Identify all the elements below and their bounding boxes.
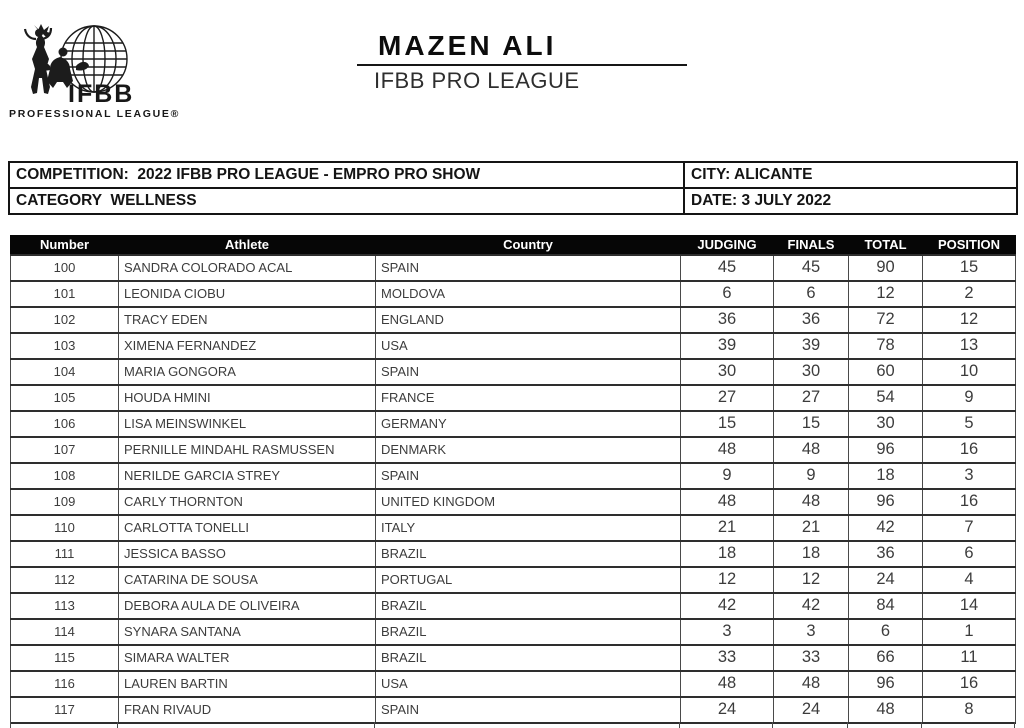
column-header-total: TOTAL xyxy=(849,236,923,255)
cell-judging: 42 xyxy=(681,593,774,619)
cutoff-row-stub xyxy=(10,722,1015,728)
table-row xyxy=(11,281,1016,307)
cell-total: 12 xyxy=(849,281,923,307)
cell-finals: 24 xyxy=(774,697,849,723)
cell-finals: 48 xyxy=(774,489,849,515)
cell-athlete: PERNILLE MINDAHL RASMUSSEN xyxy=(119,437,376,463)
cell-athlete: CARLY THORNTON xyxy=(119,489,376,515)
page-title: MAZEN ALI xyxy=(378,30,557,61)
cell-position: 1 xyxy=(923,619,1016,645)
cell-judging: 33 xyxy=(681,645,774,671)
cell-number: 116 xyxy=(11,671,119,697)
cell-total: 90 xyxy=(849,255,923,281)
cell-athlete: FRAN RIVAUD xyxy=(119,697,376,723)
table-row xyxy=(11,593,1016,619)
female-figure-icon xyxy=(25,24,51,94)
cell-number: 113 xyxy=(11,593,119,619)
cell-country: SPAIN xyxy=(376,255,681,281)
cell-finals: 42 xyxy=(774,593,849,619)
category-cell: CATEGORY WELLNESS xyxy=(9,188,684,214)
cell-position: 9 xyxy=(923,385,1016,411)
table-row xyxy=(11,463,1016,489)
cell-total: 48 xyxy=(849,697,923,723)
cell-total: 30 xyxy=(849,411,923,437)
city-cell: CITY: ALICANTE xyxy=(684,162,1017,188)
cell-total: 96 xyxy=(849,489,923,515)
cell-total: 72 xyxy=(849,307,923,333)
cell-position: 3 xyxy=(923,463,1016,489)
logo-wordmark: IFBB xyxy=(68,80,135,108)
table-row xyxy=(11,255,1016,281)
date-cell: DATE: 3 JULY 2022 xyxy=(684,188,1017,214)
page-subtitle: IFBB PRO LEAGUE xyxy=(374,68,580,94)
cell-judging: 30 xyxy=(681,359,774,385)
cell-position: 16 xyxy=(923,489,1016,515)
cell-finals: 9 xyxy=(774,463,849,489)
cell-judging: 18 xyxy=(681,541,774,567)
cell-position: 16 xyxy=(923,437,1016,463)
cell-athlete: JESSICA BASSO xyxy=(119,541,376,567)
cell-country: BRAZIL xyxy=(376,541,681,567)
cell-country: DENMARK xyxy=(376,437,681,463)
cell-position: 8 xyxy=(923,697,1016,723)
cell-number: 105 xyxy=(11,385,119,411)
cell-judging: 27 xyxy=(681,385,774,411)
cell-athlete: HOUDA HMINI xyxy=(119,385,376,411)
cell-position: 16 xyxy=(923,671,1016,697)
cell-number: 100 xyxy=(11,255,119,281)
cell-judging: 24 xyxy=(681,697,774,723)
cell-total: 96 xyxy=(849,671,923,697)
cell-country: GERMANY xyxy=(376,411,681,437)
cell-number: 112 xyxy=(11,567,119,593)
stub-cell xyxy=(848,722,922,728)
cell-finals: 48 xyxy=(774,671,849,697)
cell-total: 36 xyxy=(849,541,923,567)
ifbb-logo xyxy=(8,22,181,122)
cell-judging: 12 xyxy=(681,567,774,593)
cell-finals: 48 xyxy=(774,437,849,463)
cell-finals: 39 xyxy=(774,333,849,359)
cell-total: 42 xyxy=(849,515,923,541)
cell-position: 10 xyxy=(923,359,1016,385)
table-row xyxy=(11,437,1016,463)
stub-cell xyxy=(680,722,773,728)
cell-number: 106 xyxy=(11,411,119,437)
column-header-finals: FINALS xyxy=(774,236,849,255)
cell-country: ENGLAND xyxy=(376,307,681,333)
column-header-position: POSITION xyxy=(923,236,1016,255)
cell-country: USA xyxy=(376,333,681,359)
results-header-row xyxy=(11,236,1016,255)
cell-finals: 45 xyxy=(774,255,849,281)
column-header-country: Country xyxy=(376,236,681,255)
cell-athlete: SYNARA SANTANA xyxy=(119,619,376,645)
logo-tagline: PROFESSIONAL LEAGUE® xyxy=(9,108,181,120)
cell-position: 14 xyxy=(923,593,1016,619)
cell-judging: 3 xyxy=(681,619,774,645)
cell-number: 107 xyxy=(11,437,119,463)
cell-country: USA xyxy=(376,671,681,697)
cell-finals: 21 xyxy=(774,515,849,541)
cell-finals: 27 xyxy=(774,385,849,411)
cell-athlete: DEBORA AULA DE OLIVEIRA xyxy=(119,593,376,619)
cell-country: SPAIN xyxy=(376,697,681,723)
cell-total: 60 xyxy=(849,359,923,385)
cell-number: 108 xyxy=(11,463,119,489)
cell-finals: 6 xyxy=(774,281,849,307)
cell-country: BRAZIL xyxy=(376,645,681,671)
cell-finals: 15 xyxy=(774,411,849,437)
cell-country: PORTUGAL xyxy=(376,567,681,593)
cell-position: 4 xyxy=(923,567,1016,593)
cell-finals: 36 xyxy=(774,307,849,333)
cell-number: 111 xyxy=(11,541,119,567)
table-row xyxy=(11,697,1016,723)
cell-athlete: LEONIDA CIOBU xyxy=(119,281,376,307)
table-row xyxy=(11,333,1016,359)
title-underline xyxy=(357,64,687,66)
competition-info-table xyxy=(8,161,1018,215)
cell-number: 115 xyxy=(11,645,119,671)
cell-position: 11 xyxy=(923,645,1016,671)
cell-number: 104 xyxy=(11,359,119,385)
cell-judging: 48 xyxy=(681,671,774,697)
cell-country: BRAZIL xyxy=(376,619,681,645)
cell-number: 117 xyxy=(11,697,119,723)
cell-judging: 48 xyxy=(681,489,774,515)
cell-athlete: XIMENA FERNANDEZ xyxy=(119,333,376,359)
cell-number: 101 xyxy=(11,281,119,307)
table-row xyxy=(11,541,1016,567)
cell-number: 103 xyxy=(11,333,119,359)
cell-total: 66 xyxy=(849,645,923,671)
cell-country: SPAIN xyxy=(376,359,681,385)
cell-position: 7 xyxy=(923,515,1016,541)
cell-total: 78 xyxy=(849,333,923,359)
cell-athlete: LAUREN BARTIN xyxy=(119,671,376,697)
table-row xyxy=(11,671,1016,697)
cell-athlete: SANDRA COLORADO ACAL xyxy=(119,255,376,281)
cell-position: 5 xyxy=(923,411,1016,437)
cell-judging: 48 xyxy=(681,437,774,463)
competition-cell: COMPETITION: 2022 IFBB PRO LEAGUE - EMPRO PRO SHOW xyxy=(9,162,684,188)
cell-position: 12 xyxy=(923,307,1016,333)
cell-athlete: CATARINA DE SOUSA xyxy=(119,567,376,593)
cell-number: 102 xyxy=(11,307,119,333)
cell-finals: 18 xyxy=(774,541,849,567)
cell-country: MOLDOVA xyxy=(376,281,681,307)
cell-finals: 30 xyxy=(774,359,849,385)
cell-judging: 45 xyxy=(681,255,774,281)
table-row xyxy=(11,385,1016,411)
table-row xyxy=(11,411,1016,437)
cell-position: 15 xyxy=(923,255,1016,281)
cell-judging: 15 xyxy=(681,411,774,437)
cell-finals: 12 xyxy=(774,567,849,593)
cell-athlete: NERILDE GARCIA STREY xyxy=(119,463,376,489)
cell-finals: 3 xyxy=(774,619,849,645)
table-row xyxy=(11,619,1016,645)
results-table-body xyxy=(11,255,1016,723)
cell-country: ITALY xyxy=(376,515,681,541)
stub-cell xyxy=(118,722,375,728)
cell-athlete: SIMARA WALTER xyxy=(119,645,376,671)
stub-cell xyxy=(375,722,680,728)
cell-total: 96 xyxy=(849,437,923,463)
column-header-number: Number xyxy=(11,236,119,255)
table-row xyxy=(11,515,1016,541)
stub-cell xyxy=(10,722,118,728)
column-header-athlete: Athlete xyxy=(119,236,376,255)
cell-number: 110 xyxy=(11,515,119,541)
cell-position: 13 xyxy=(923,333,1016,359)
cell-total: 18 xyxy=(849,463,923,489)
table-row xyxy=(11,489,1016,515)
cell-athlete: MARIA GONGORA xyxy=(119,359,376,385)
cell-judging: 21 xyxy=(681,515,774,541)
cell-country: SPAIN xyxy=(376,463,681,489)
cell-finals: 33 xyxy=(774,645,849,671)
stub-cell xyxy=(922,722,1015,728)
cell-number: 114 xyxy=(11,619,119,645)
cell-total: 84 xyxy=(849,593,923,619)
stub-cell xyxy=(773,722,848,728)
cell-country: FRANCE xyxy=(376,385,681,411)
table-row xyxy=(11,645,1016,671)
cell-judging: 39 xyxy=(681,333,774,359)
cell-athlete: TRACY EDEN xyxy=(119,307,376,333)
cell-total: 6 xyxy=(849,619,923,645)
info-row-category xyxy=(9,188,1017,214)
table-row xyxy=(11,567,1016,593)
table-row xyxy=(11,307,1016,333)
column-header-judging: JUDGING xyxy=(681,236,774,255)
cell-athlete: CARLOTTA TONELLI xyxy=(119,515,376,541)
cell-country: BRAZIL xyxy=(376,593,681,619)
cell-judging: 6 xyxy=(681,281,774,307)
info-row-competition xyxy=(9,162,1017,188)
cell-athlete: LISA MEINSWINKEL xyxy=(119,411,376,437)
cell-total: 24 xyxy=(849,567,923,593)
cell-total: 54 xyxy=(849,385,923,411)
cell-judging: 36 xyxy=(681,307,774,333)
table-row xyxy=(11,359,1016,385)
title-block xyxy=(357,30,687,94)
cell-country: UNITED KINGDOM xyxy=(376,489,681,515)
cell-position: 2 xyxy=(923,281,1016,307)
cell-number: 109 xyxy=(11,489,119,515)
cell-position: 6 xyxy=(923,541,1016,567)
results-table xyxy=(10,235,1016,724)
cell-judging: 9 xyxy=(681,463,774,489)
